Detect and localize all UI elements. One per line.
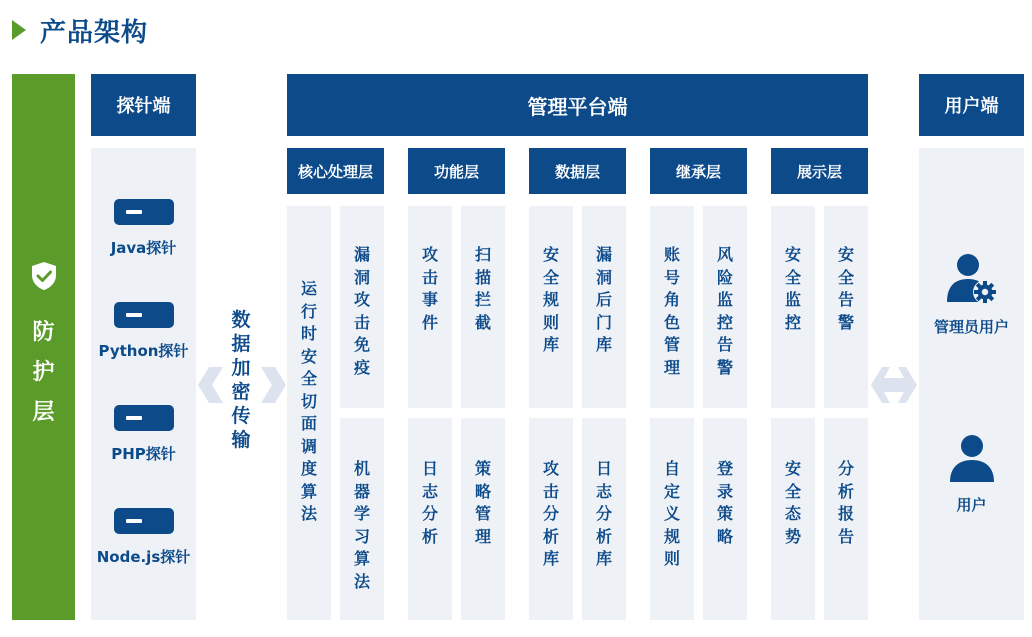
cell-text: 漏洞攻击免疫 (353, 245, 370, 377)
data-cell-log-analysis (582, 418, 626, 620)
inherit-cell-risk-alert (703, 206, 747, 408)
user-label: 用户 (956, 496, 987, 514)
page-title: 产品架构 (40, 17, 149, 48)
cell-text: 风险监控告警 (716, 245, 733, 377)
core-cell-ml (340, 418, 384, 620)
probe-label: Python探针 (98, 342, 189, 360)
inherit-cell-custom-rules (650, 418, 694, 620)
function-cell-log-analysis (408, 418, 452, 620)
user-item (919, 434, 1024, 515)
user-header: 用户端 (919, 74, 1024, 136)
inherit-cell-login-policy (703, 418, 747, 620)
cell-text: 安全态势 (784, 459, 801, 546)
title-arrow-icon (12, 20, 26, 40)
cell-text: 扫描拦截 (474, 245, 491, 332)
display-cell-monitoring (771, 206, 815, 408)
cell-text: 运行时安全切面调度算法 (300, 279, 317, 523)
cell-text: 漏洞后门库 (595, 245, 612, 354)
probe-card-icon (114, 302, 174, 328)
probe-label: Node.js探针 (96, 548, 191, 566)
cell-text: 机器学习算法 (353, 459, 370, 591)
probe-header: 探针端 (91, 74, 196, 136)
cell-text: 攻击事件 (421, 245, 438, 332)
cell-text: 安全监控 (784, 245, 801, 332)
admin-user-label: 管理员用户 (933, 318, 1009, 336)
data-cell-attack-analysis (529, 418, 573, 620)
double-arrow-icon (870, 366, 918, 404)
function-cell-attack-events (408, 206, 452, 408)
defense-layer-label: 防护层 (32, 320, 55, 425)
admin-user-gear-icon (945, 252, 999, 306)
probe-item-php (91, 405, 196, 464)
cell-text: 登录策略 (716, 459, 733, 546)
cell-text: 日志分析库 (595, 459, 612, 568)
probe-item-java (91, 199, 196, 258)
display-cell-alerts (824, 206, 868, 408)
cell-text: 策略管理 (474, 459, 491, 546)
probe-item-python (91, 302, 196, 361)
cell-text: 攻击分析库 (542, 459, 559, 568)
cell-text: 日志分析 (421, 459, 438, 546)
data-cell-backdoor (582, 206, 626, 408)
probe-label: PHP探针 (111, 445, 176, 463)
probe-panel (91, 148, 196, 620)
probe-label: Java探针 (110, 239, 177, 257)
cell-text: 分析报告 (837, 459, 854, 546)
chevron-left-icon (197, 366, 225, 404)
defense-layer-bar (12, 74, 75, 620)
function-cell-scan-block (461, 206, 505, 408)
probe-card-icon (114, 199, 174, 225)
cell-text: 账号角色管理 (663, 245, 680, 377)
encrypted-transfer-label: 数据加密传输 (231, 309, 251, 451)
chevron-right-icon (259, 366, 287, 404)
user-panel (919, 148, 1024, 620)
probe-item-nodejs (91, 508, 196, 567)
admin-user-item (919, 252, 1024, 337)
layer-header-function: 功能层 (408, 148, 505, 194)
probe-card-icon (114, 508, 174, 534)
cell-text: 安全告警 (837, 245, 854, 332)
layer-header-display: 展示层 (771, 148, 868, 194)
display-cell-report (824, 418, 868, 620)
layer-header-data: 数据层 (529, 148, 626, 194)
cell-text: 自定义规则 (663, 459, 680, 568)
page-title-bar (12, 12, 148, 48)
function-cell-policy-mgmt (461, 418, 505, 620)
layer-header-inherit: 继承层 (650, 148, 747, 194)
core-cell-immunity (340, 206, 384, 408)
core-cell-scheduling (287, 206, 331, 620)
user-icon (947, 434, 997, 484)
shield-check-icon (30, 261, 58, 291)
display-cell-situation (771, 418, 815, 620)
inherit-cell-account-roles (650, 206, 694, 408)
layer-header-core: 核心处理层 (287, 148, 384, 194)
data-cell-rules (529, 206, 573, 408)
cell-text: 安全规则库 (542, 245, 559, 354)
platform-header: 管理平台端 (287, 74, 868, 136)
probe-card-icon (114, 405, 174, 431)
